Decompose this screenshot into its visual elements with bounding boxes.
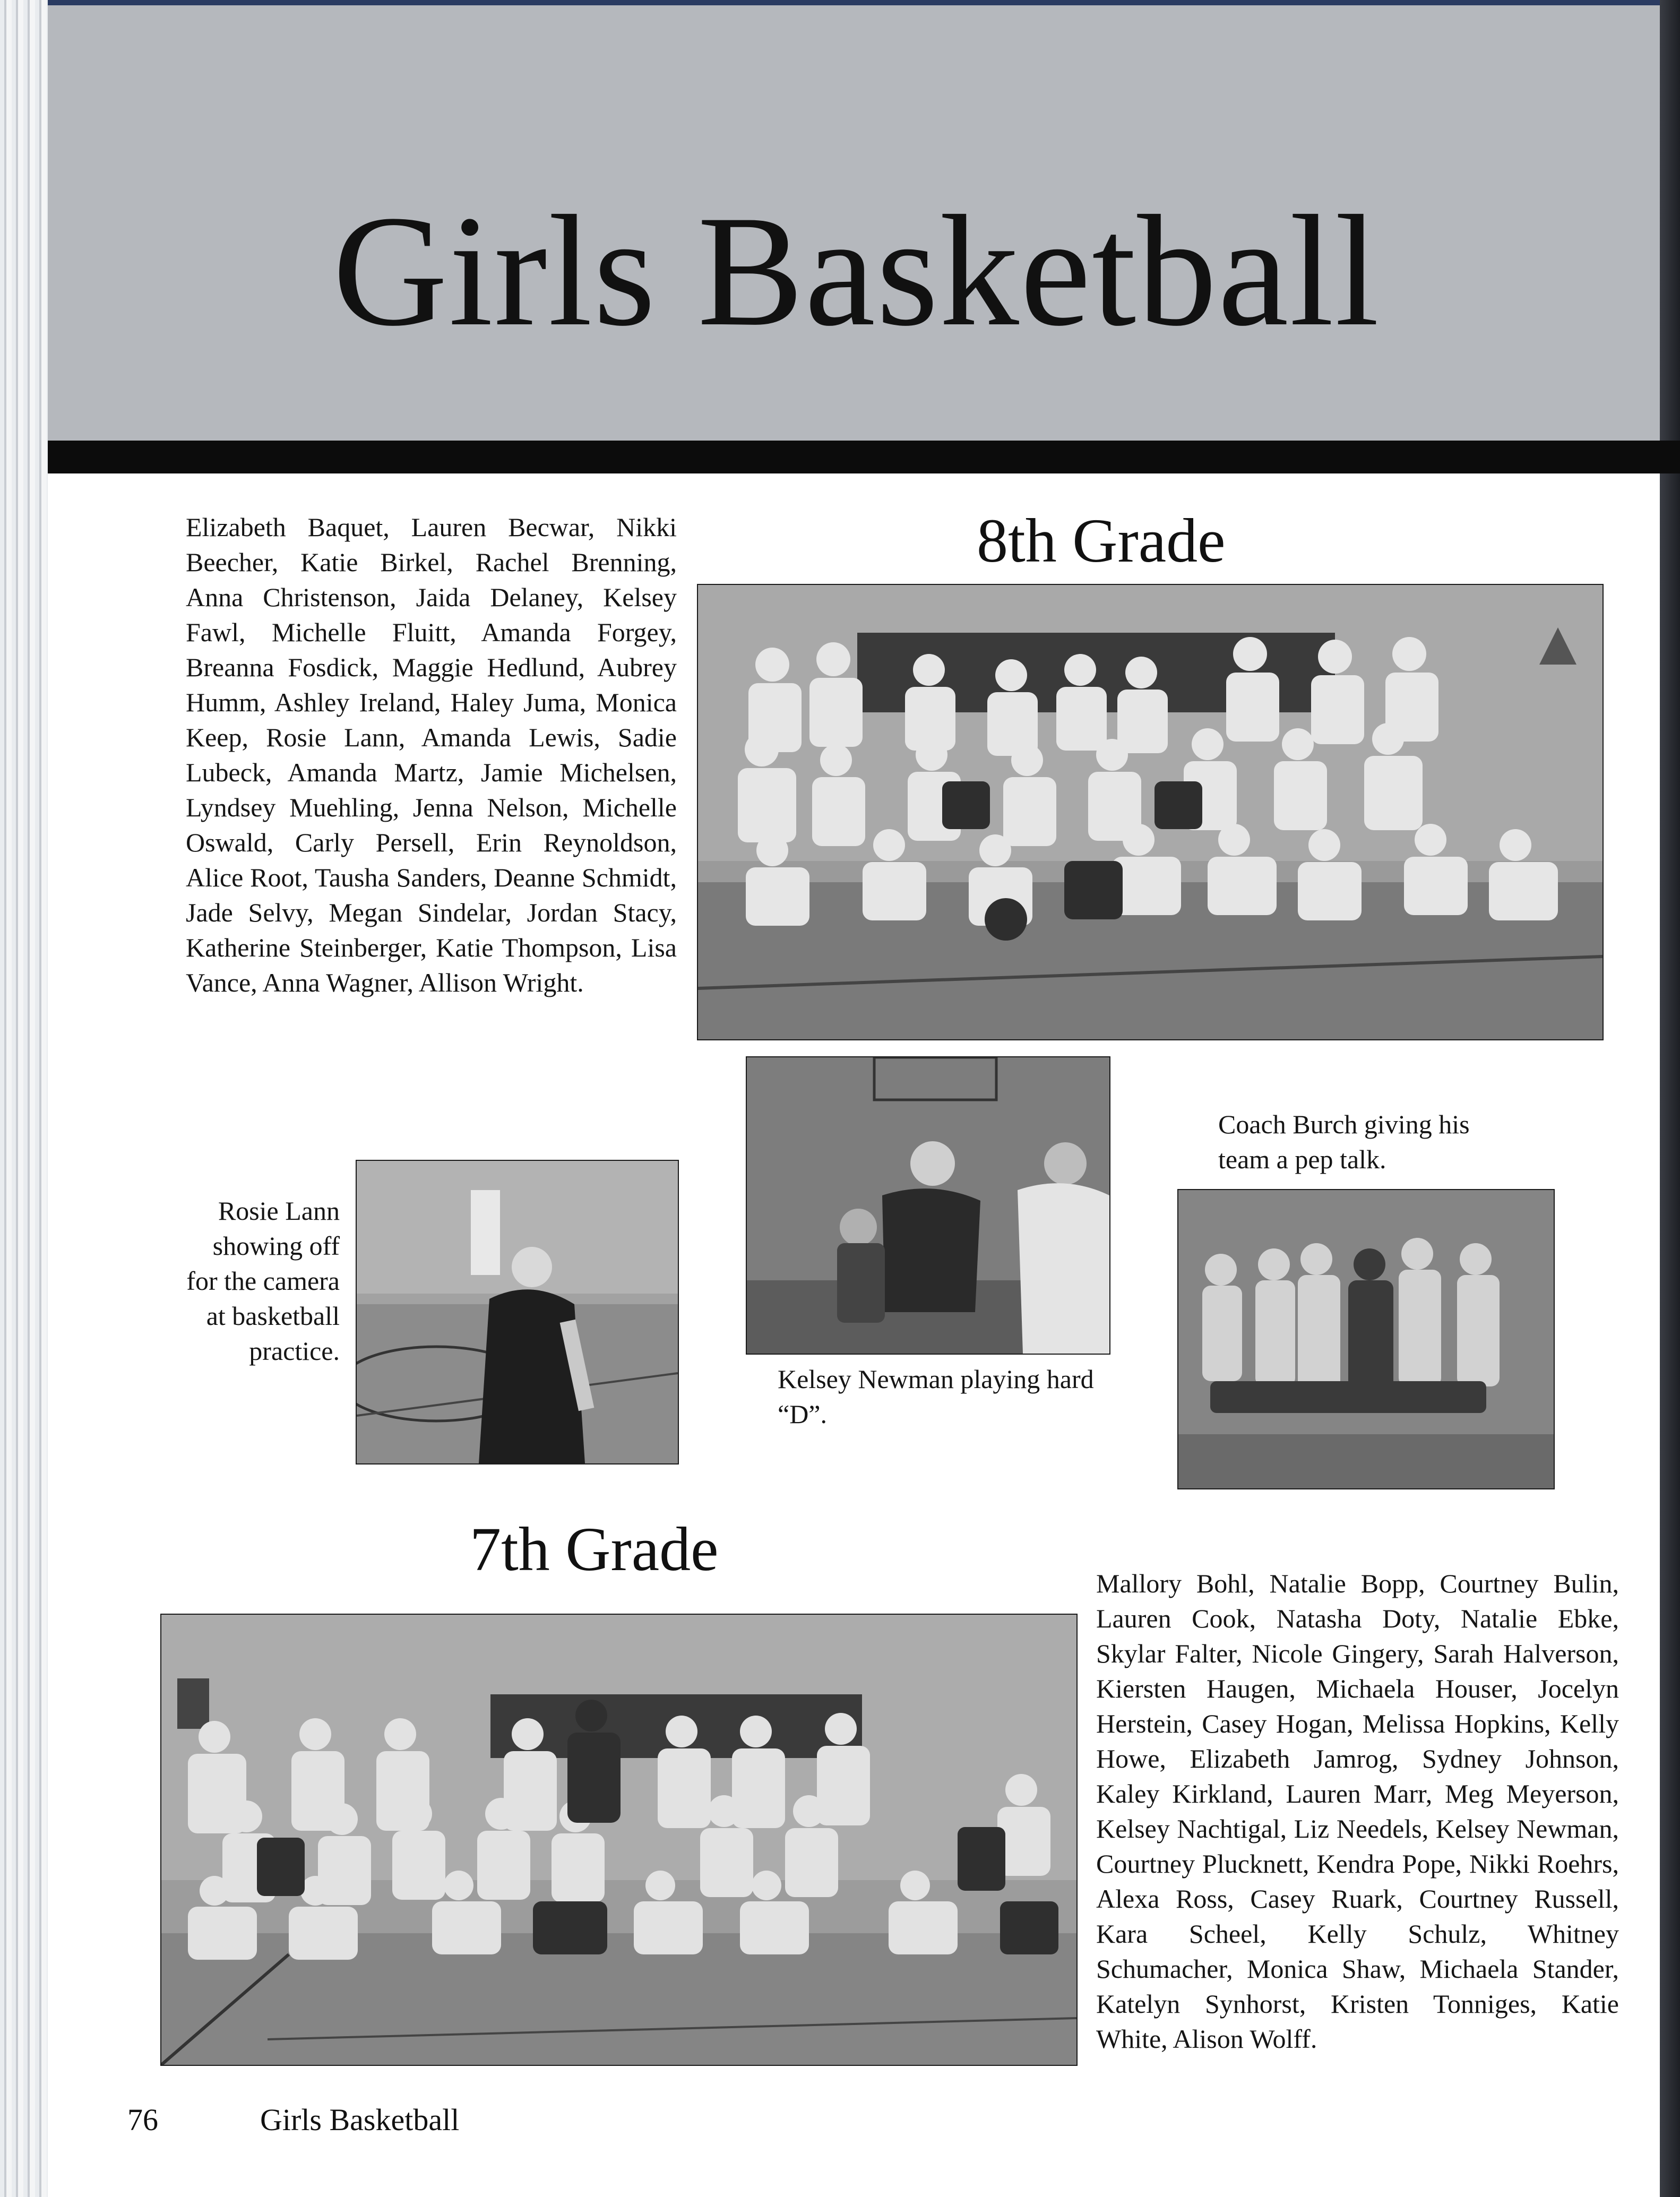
rosie-lann-photo: [356, 1160, 679, 1464]
page-title: Girls Basketball: [332, 183, 1381, 359]
title-rule: [48, 441, 1680, 473]
defense-illustration: [747, 1057, 1109, 1354]
page-number: 76: [127, 2103, 158, 2137]
eighth-grade-heading: 8th Grade: [977, 506, 1226, 575]
eighth-grade-roster: Elizabeth Baquet, Lauren Becwar, Nikki Beecher, Katie Birkel, Rachel Brenning, Anna Christenson, Jaida Delaney, Kelsey Fawl, Michelle Fluitt, Amanda Forgey, Breanna Fosdick, Maggie Hedlund, Aubrey Humm, Ashley Ireland, Haley Juma, Monica Keep, Rosie Lann, Amanda Lewis, Sadie Lubeck, Amanda Martz, Jamie Michelsen, Lyndsey Muehling, Jenna Nelson, Michelle Oswald, Carly Persell, Erin Reynoldson, Alice Root, Tausha Sanders, Deanne Schmidt, Jade Selvy, Megan Sindelar, Jordan Stacy, Katherine Steinberger, Katie Thompson, Lisa Vance, Anna Wagner, Allison Wright.: [186, 512, 677, 997]
rosie-caption: Rosie Lann showing off for the camera at basketball practice.: [186, 1196, 340, 1366]
footer-section-title: Girls Basketball: [260, 2103, 460, 2137]
kelsey-caption: Kelsey Newman playing hard “D”.: [778, 1364, 1094, 1429]
coach-caption: Coach Burch giving his team a pep talk.: [1218, 1109, 1470, 1174]
kelsey-newman-photo: [746, 1056, 1110, 1355]
top-edge-strip: [48, 0, 1680, 5]
seventh-grade-roster: Mallory Bohl, Natalie Bopp, Courtney Bulin, Lauren Cook, Natasha Doty, Natalie Ebke, Skylar Falter, Nicole Gingery, Sarah Halverson, Kiersten Haugen, Michaela Houser, Jocelyn Herstein, Casey Hogan, Melissa Hopkins, Kelly Howe, Elizabeth Jamrog, Sydney Johnson, Kaley Kirkland, Lauren Marr, Meg Meyerson, Kelsey Nachtigal, Liz Needels, Kelsey Newman, Courtney Plucknett, Kendra Pope, Nikki Roehrs, Alexa Ross, Casey Ruark, Courtney Russell, Kara Scheel, Kelly Schulz, Whitney Schumacher, Monica Shaw, Michaela Stander, Katelyn Synhorst, Kristen Tonniges, Katie White, Alison Wolff.: [1096, 1569, 1619, 2054]
seventh-grade-heading: 7th Grade: [470, 1514, 719, 1584]
gym-team-illustration-2: [161, 1615, 1076, 2065]
coach-burch-photo: [1177, 1189, 1555, 1489]
practice-illustration: [357, 1161, 678, 1463]
gym-team-illustration: [698, 585, 1603, 1039]
eighth-grade-team-photo: [697, 584, 1604, 1040]
seventh-grade-team-photo: [160, 1614, 1078, 2066]
huddle-illustration: [1178, 1190, 1554, 1488]
